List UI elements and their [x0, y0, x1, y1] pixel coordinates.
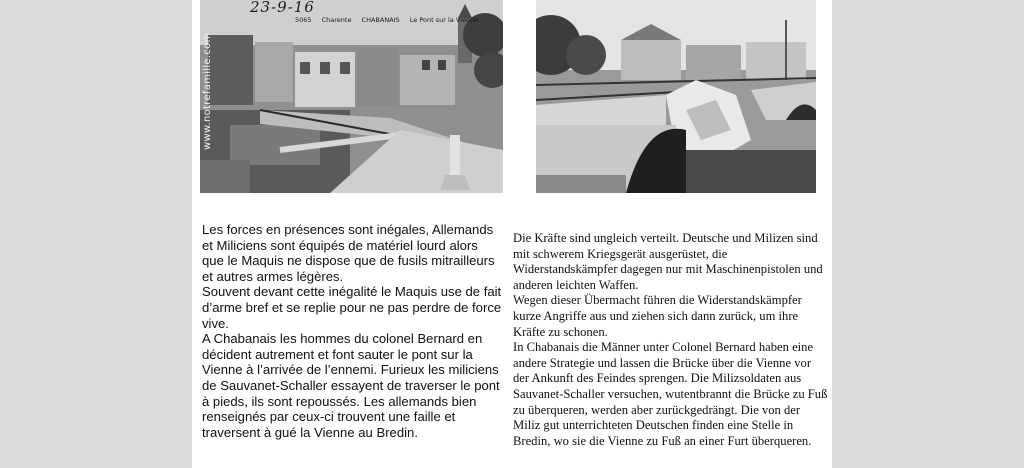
document-page — [192, 0, 832, 468]
german-paragraph: In Chabanais die Männer unter Colonel Bernard haben eine andere Strategie und lassen die Brücke über die Vienne vor der Ankunft des Feindes sprengen. Die Milizsoldaten aus Sauvanet-Schaller versuchen, wutentbrannt die Brücke zu Fuß zu überqueren, werden aber zurückgedrängt. Die von der Miliz gut unterrichteten Deutschen finden eine Stelle in Bredin, wo sie die Vienne zu Fuß an einer Furt überqueren. — [513, 340, 828, 448]
postcard-number: 5065 — [295, 16, 312, 24]
destroyed-bridge-image — [536, 0, 816, 193]
postcard-title: Le Pont sur la Vienne — [409, 16, 479, 24]
handwritten-date: 23-9-16 — [250, 0, 315, 16]
french-paragraph: A Chabanais les hommes du colonel Bernard en décident autrement et font sauter le pont sur la Vienne à l’arrivée de l’ennemi. Furieux les miliciens de Sauvanet-Schaller essayent de traverser le pont à pieds, ils sont repoussés. Les allemands bien renseignés par ceux-ci trouvent une faille et traversent à gué la Vienne au Bredin. — [202, 331, 500, 440]
postcard-caption — [295, 16, 486, 24]
german-text-column — [513, 231, 829, 449]
french-text-column — [202, 222, 502, 440]
french-paragraph: Souvent devant cette inégalité le Maquis use de fait d’arme bref et se replie pour ne pas perdre de force vive. — [202, 284, 502, 331]
german-paragraph: Die Kräfte sind ungleich verteilt. Deutsche und Milizen sind mit schwerem Kriegsgerät ausgerüstet, die Widerstandskämpfer dagegen nur mit Maschinenpistolen und anderen leichten Waffen. — [513, 231, 823, 292]
destroyed-bridge-photo — [536, 0, 816, 193]
postcard-image — [200, 0, 503, 193]
postcard-place: CHABANAIS — [361, 16, 400, 24]
watermark: www.notrefamille.com — [202, 32, 213, 150]
postcard-region: Charente — [321, 16, 352, 24]
french-paragraph: Les forces en présences sont inégales, Allemands et Miliciens sont équipés de matériel lourd alors que le Maquis ne dispose que de fusils mitrailleurs et autres armes légères. — [202, 222, 495, 284]
postcard-photo-bridge — [200, 0, 503, 193]
german-paragraph: Wegen dieser Übermacht führen die Widerstandskämpfer kurze Angriffe aus und ziehen sich dann zurück, um ihre Kräfte zu schonen. — [513, 293, 802, 339]
